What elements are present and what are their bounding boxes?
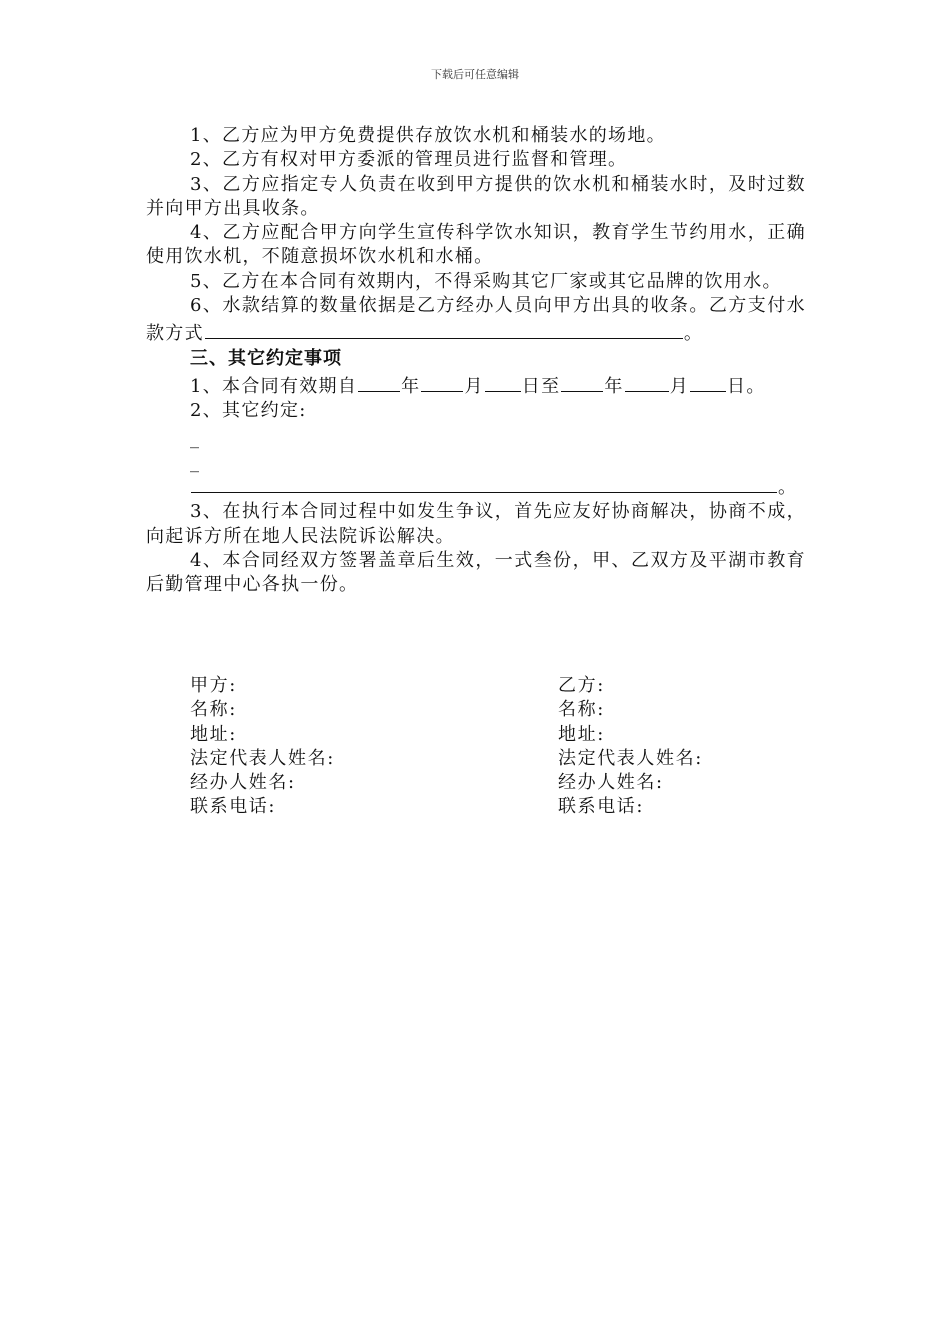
other-terms-line-3 [146,472,806,500]
party-b-legal-rep: 法定代表人姓名: [558,747,703,769]
party-b-title: 乙方: [558,675,605,696]
clause-5: 5、乙方在本合同有效期内，不得采购其它厂家或其它品牌的饮用水。 [190,270,782,292]
clause-2: 2、乙方有权对甲方委派的管理员进行监督和管理。 [190,149,628,171]
start-day-blank[interactable] [485,371,521,392]
term-year-2: 年 [604,375,624,397]
start-year-blank[interactable] [358,371,400,392]
end-year-blank[interactable] [561,371,603,392]
end-month-blank[interactable] [625,371,669,392]
term-clause [146,371,806,399]
other-terms-blank[interactable] [191,472,777,493]
clause-3: 3、乙方应指定专人负责在收到甲方提供的饮水机和桶装水时，及时过数并向甲方出具收条。 [146,173,806,219]
clause-6 [146,294,806,347]
party-a-name: 名称: [190,699,237,721]
other-terms-line-1[interactable]: _ [190,427,201,449]
other-terms-label: 2、其它约定: [190,400,307,422]
clause-1: 1、乙方应为甲方免费提供存放饮水机和桶装水的场地。 [190,125,666,146]
contract-body [146,124,806,598]
party-b-phone: 联系电话: [558,796,645,818]
party-a-phone: 联系电话: [190,796,277,818]
payment-method-blank[interactable] [205,318,683,339]
start-month-blank[interactable] [421,371,463,392]
other-terms-end: 。 [778,477,798,499]
section-3-heading: 三、其它约定事项 [190,347,342,369]
term-month-2: 月 [669,375,690,397]
clause-6-text: 6、水款结算的数量依据是乙方经办人员向甲方出具的收条。乙方支付水款方式 [146,295,806,345]
clause-4: 4、乙方应配合甲方向学生宣传科学饮水知识，教育学生节约用水，正确使用饮水机，不随意损坏饮水机和水桶。 [146,222,806,268]
clause-6-end: 。 [683,323,704,345]
section-3-clause-3: 3、在执行本合同过程中如发生争议，首先应友好协商解决，协商不成，向起诉方所在地人民法院诉讼解决。 [146,501,806,547]
section-3-clause-4: 4、本合同经双方签署盖章后生效，一式叁份，甲、乙双方及平湖市教育后勤管理中心各执一份。 [146,550,806,596]
term-year: 年 [401,375,421,397]
party-b-name: 名称: [558,699,605,721]
party-a-legal-rep: 法定代表人姓名: [190,747,335,769]
party-a-title: 甲方: [190,675,237,696]
term-day-end: 日。 [727,375,766,397]
term-day-to: 日至 [521,375,561,397]
party-b-address: 地址: [558,723,605,745]
term-prefix: 1、本合同有效期自 [190,375,358,397]
party-b-handler: 经办人姓名: [558,772,664,794]
party-b-signature-block [558,674,703,820]
term-month: 月 [464,375,484,397]
party-a-address: 地址: [190,723,237,745]
party-a-handler: 经办人姓名: [190,772,296,794]
other-terms-line-2[interactable]: _ [190,451,201,473]
party-a-signature-block [190,674,335,820]
end-day-blank[interactable] [690,371,726,392]
page-header: 下载后可任意编辑 [431,68,519,81]
